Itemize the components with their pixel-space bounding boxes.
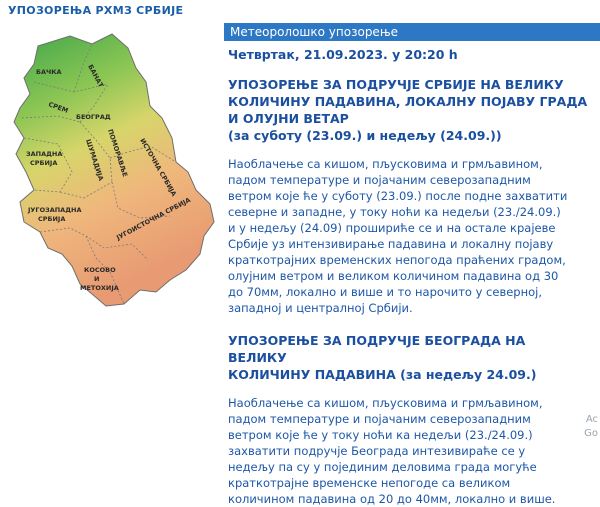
region-label-sumadija: ШУМАДИЈА [84, 138, 106, 182]
region-label-banat: БАНАТ [86, 63, 105, 89]
body-line: краткотрајне временске непогоде са великом [228, 476, 511, 490]
region-label-pomoravlje: ПОМОРАВЉЕ [106, 128, 130, 178]
section1-heading-line: КОЛИЧИНУ ПАДАВИНА, ЛОКАЛНУ ПОЈАВУ ГРАДА [228, 94, 588, 109]
activation-watermark-2: Go [584, 428, 598, 439]
panel-title: УПОЗОРЕЊА РХМЗ СРБИЈЕ [8, 4, 184, 17]
body-line: падом температуре и појачаним северозападним [228, 412, 531, 426]
section2-heading-line: УПОЗОРЕЊЕ ЗА ПОДРУЧЈЕ БЕОГРАДА НА ВЕЛИКУ [228, 333, 526, 365]
warning-date: Четвртак, 21.09.2023. у 20:20 h [228, 47, 458, 62]
region-label-beograd: БЕОГРАД [76, 113, 111, 121]
activation-watermark: Ac [585, 414, 598, 425]
body-line: ветром које ће у суботу (23.09.) после подне захватити [228, 189, 568, 203]
serbia-warning-map[interactable] [0, 22, 222, 312]
region-label-jugozapadna-2: СРБИЈА [38, 215, 66, 223]
region-label-backa: БАЧКА [36, 68, 62, 76]
body-line: недељу па су у појединим деловима града могуће [228, 460, 537, 474]
section1-heading-line: И ОЛУЈНИ ВЕТАР [228, 111, 349, 126]
region-label-jugozapadna-1: ЈУГОЗАПАДНА [28, 206, 82, 214]
body-line: и у недељу (24.09) прошириће се и на остале крајеве [228, 221, 556, 235]
section1-heading-line: (за суботу (23.09.) и недељу (24.09.)) [228, 128, 502, 143]
body-line: количином падавина од 20 до 40мм, локално и више. [228, 492, 556, 506]
body-line: краткотрајних временских непогода праћених градом, [228, 253, 566, 267]
warning-header-bar: Метеоролошко упозорење [224, 23, 600, 41]
region-label-istocna: ИСТОЧНА СРБИЈА [138, 137, 178, 198]
region-label-kosovo-1: КОСОВО [84, 266, 116, 274]
section1-heading [228, 76, 588, 144]
section2-heading [228, 332, 588, 383]
section1-heading-line: УПОЗОРЕЊЕ ЗА ПОДРУЧЈЕ СРБИЈЕ НА ВЕЛИКУ [228, 77, 564, 92]
body-line: Наоблачење са кишом, пљусковима и грмљавином, [228, 157, 543, 171]
section1-body [228, 156, 588, 316]
region-label-kosovo-3: МЕТОХИЈА [80, 284, 119, 292]
region-label-zapadna-2: СРБИЈА [30, 159, 58, 167]
body-line: олујним ветром и великом количином падавина од 30 [228, 269, 559, 283]
region-label-kosovo-2: И [94, 275, 100, 283]
body-line: западној и централној Србији. [228, 301, 413, 315]
body-line: до 70мм, локално и више и то нарочито у северној, [228, 285, 543, 299]
section2-body [228, 395, 588, 507]
region-label-srem: СРЕМ [47, 100, 70, 115]
body-line: захватити подручје Београда интезивираће се у [228, 444, 526, 458]
body-line: Наоблачење са кишом, пљусковима и грмљавином, [228, 396, 543, 410]
body-line: северне и западне, у току ноћи ка недељи (23./24.09.) [228, 205, 561, 219]
body-line: падом температуре и појачаним северозападним [228, 173, 531, 187]
section2-heading-line: КОЛИЧИНУ ПАДАВИНА (за недељу 24.09.) [228, 367, 537, 382]
warning-content [228, 47, 588, 507]
body-line: ветром које ће у току ноћи ка недељи (23./24.09.) [228, 428, 533, 442]
region-label-jugoistocna: ЈУГОИСТОЧНА СРБИЈА [115, 195, 192, 242]
region-label-zapadna-1: ЗАПАДНА [26, 150, 63, 158]
body-line: Србије уз интензивирање падавина и локалну појаву [228, 237, 554, 251]
